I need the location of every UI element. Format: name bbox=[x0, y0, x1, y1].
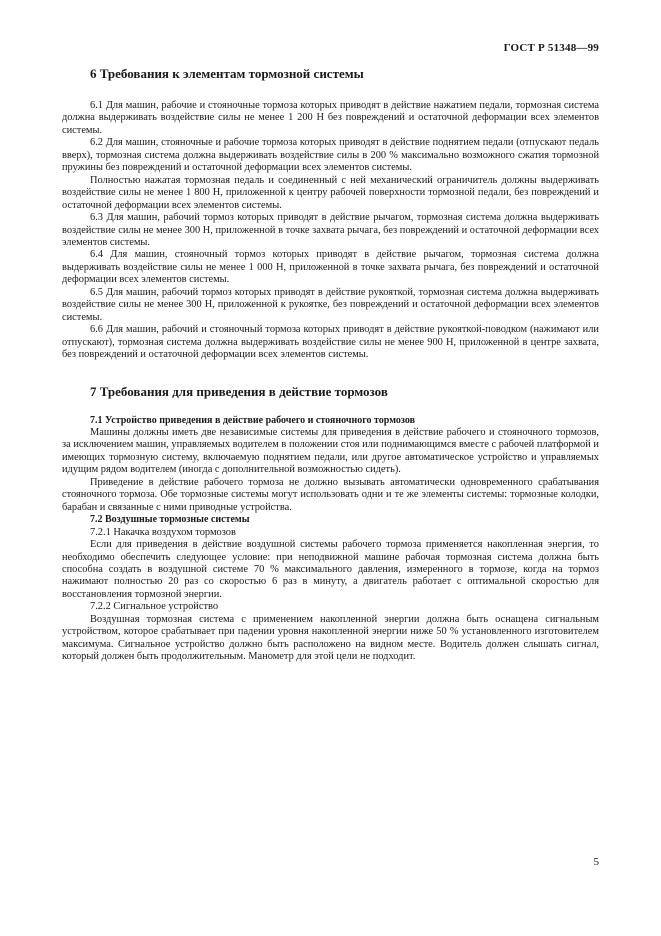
subsection-7-2-title: 7.2 Воздушные тормозные системы bbox=[90, 514, 250, 526]
paragraph-6-1: 6.1 Для машин, рабочие и стояночные тормоза которых приводят в действие нажатием педали, тормозная система должна выдерживать воздействие силы не менее 1 200 Н без повреждений и остаточной деформации всех элементов системы. bbox=[62, 100, 599, 136]
paragraph-7-1-a: Машины должны иметь две независимые системы для приведения в действие рабочего и стояночного тормозов, за исключением машин, управляемых водителем в положении стоя или поднимающимся вместе с рабочей платформой и имеющих тормозную систему, включаемую поднятием педали, или другое автоматическое устройство и управляемых идущим рядом водителем (иногда с дополнительной возможностью сидеть). bbox=[62, 426, 599, 476]
subsection-7-1-title: 7.1 Устройство приведения в действие рабочего и стояночного тормозов bbox=[90, 414, 415, 426]
subsection-7-2-1-title: 7.2.1 Накачка воздухом тормозов bbox=[90, 526, 236, 538]
page-content bbox=[62, 66, 599, 664]
paragraph-6-5: 6.5 Для машин, рабочий тормоз которых приводят в действие рукояткой, тормозная система должна выдерживать воздействие силы не менее 300 Н, приложенной к рукоятке, без повреждений и остаточной деформации всех элементов системы. bbox=[62, 286, 599, 323]
paragraph-6-2: 6.2 Для машин, стояночные и рабочие тормоза которых приводят в действие поднятием педали (отпускают педаль вверх), тормозная система должна выдерживать воздействие силы в 200 % максимально возможного сжатия тормозной пружины без повреждений и остаточной деформации всех элементов системы. bbox=[62, 137, 599, 174]
paragraph-6-3: 6.3 Для машин, рабочий тормоз которых приводят в действие рычагом, тормозная система должна выдерживать воздействие силы не менее 300 Н, приложенной в точке захвата рычага, без повреждений и остаточной деформации всех элементов системы. bbox=[62, 212, 599, 248]
paragraph-7-1-b: Приведение в действие рабочего тормоза не должно вызывать автоматически одновременного срабатывания стояночного тормоза. Обе тормозные системы могут использовать одни и те же элементы системы: тормозные колодки, барабан и связанные с ними приводные устройства. bbox=[62, 476, 599, 513]
paragraph-6-2-continued: Полностью нажатая тормозная педаль и соединенный с ней механический ограничитель должны выдерживать воздействие силы не менее 1 800 Н, приложенной к центру рабочей поверхности тормозной педали, без повреждений и остаточной деформации всех элементов системы. bbox=[62, 174, 599, 211]
paragraph-6-6: 6.6 Для машин, рабочий и стояночный тормоза которых приводят в действие рукояткой-поводком (нажимают или отпускают), тормозная система должна выдерживать воздействие силы не менее 900 Н, приложенной в центре захвата, без повреждений и остаточной деформации всех элементов системы. bbox=[62, 324, 599, 361]
page-number: 5 bbox=[593, 856, 599, 868]
document-id: ГОСТ Р 51348—99 bbox=[503, 42, 599, 54]
paragraph-7-2-2: Воздушная тормозная система с применением накопленной энергии должна быть оснащена сигнальным устройством, которое срабатывает при падении уровня накопленной энергии ниже 50 % установленного изготовителем максимума. Сигнальное устройство должно быть расположено на видном месте. Водитель должен слышать сигнал, который должен быть продолжительным. Манометр для этой цели не подходит. bbox=[62, 613, 599, 663]
section-7-title: 7 Требования для приведения в действие тормозов bbox=[90, 383, 388, 399]
paragraph-7-2-1: Если для приведения в действие воздушной системы рабочего тормоза применяется накопленная энергия, то необходимо обеспечить следующее условие: при неподвижной машине рабочая тормозная система должна быть способна создать в воздушной системе 70 % максимального давления, измеренного в тормозе, когда на тормоз нажимают полностью 20 раз со скоростью 6 раз в минуту, а двигатель работает с оптимальной скоростью для восстановления тормозной энергии. bbox=[62, 539, 599, 600]
subsection-7-2-2-title: 7.2.2 Сигнальное устройство bbox=[90, 601, 219, 613]
paragraph-6-4: 6.4 Для машин, стояночный тормоз которых приводят в действие рычагом, тормозная система должна выдерживать воздействие силы не менее 1 000 Н, приложенной в точке захвата рычага, без повреждений и остаточной деформации всех элементов системы. bbox=[62, 249, 599, 286]
section-6-title: 6 Требования к элементам тормозной системы bbox=[90, 66, 364, 81]
